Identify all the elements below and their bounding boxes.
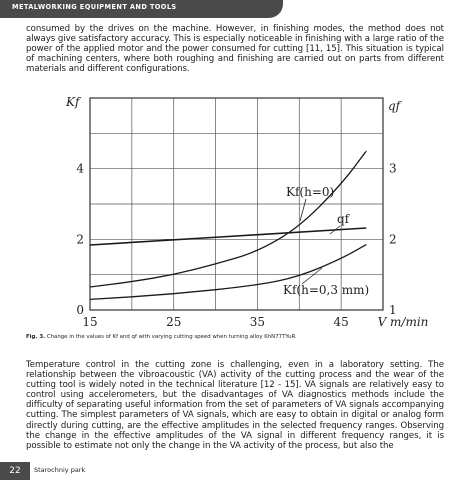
series-line-1 (90, 151, 366, 287)
y-right-tick-label: 3 (389, 161, 397, 176)
x-tick-label: 15 (82, 315, 98, 329)
y-left-axis-title: Kf (66, 95, 80, 109)
caption-text: Change in the values of Kf and qf with varying cutting speed when turning alloy KhN77TYuR. (46, 334, 297, 340)
x-axis-title: V m/min (377, 315, 429, 329)
body-paragraph-2: Temperature control in the cutting zone is challenging, even in a laboratory setting. The relationship between the vibroacoustic (VA) activity of the cutting process and the wear of the cutting tool is widely noted in the technical literature [12 - 15]. VA signals are relatively easy to control using accelerometers, but the disadvantages of VA diagnostics methods include the difficulty of separating useful information from the set of parameters of VA signals accompanying cutting. The simplest parameters of VA signals, which are easy to obtain in digital or analog form directly during cutting, are the effective amplitudes in the selected frequency ranges. Observing the change in the effective amplitudes of the VA signal in different frequency ranges, it is possible to estimate not only the change in the VA activity of the process, but also the (26, 360, 444, 451)
annotation-qf: qf (337, 212, 350, 226)
page-number: 22 (0, 462, 30, 480)
annotation-kf-h0: Kf(h=0) (286, 185, 335, 199)
annotation-kf-h0-leader (300, 199, 306, 221)
journal-name: Starochniy park (34, 466, 86, 474)
annotation-kf-h03: Kf(h=0,3 mm) (283, 283, 370, 297)
caption-label: Fig. 3. (26, 334, 46, 340)
section-title: METALWORKING EQUIPMENT AND TOOLS (12, 3, 177, 11)
x-tick-label: 45 (333, 315, 349, 329)
y-left-tick-label: 0 (76, 303, 84, 317)
header-bar (0, 0, 283, 18)
body-paragraph-1: consumed by the drives on the machine. However, in finishing modes, the method does not always give satisfactory accuracy. This is especially noticeable in finishing with a large ratio of the power of the applied motor and the power consumed for cutting [11, 15]. This situation is typical of machining centers, where both roughing and finishing are carried out on parts from different materials and different configurations. (26, 24, 444, 75)
y-right-axis-title: qf (388, 99, 401, 113)
y-right-tick-label: 1 (389, 303, 397, 317)
series-line-2 (90, 228, 366, 245)
y-right-tick-label: 2 (389, 232, 397, 247)
kf-qf-chart (0, 86, 459, 332)
x-tick-label: 35 (249, 315, 266, 329)
x-tick-label: 25 (166, 315, 182, 329)
figure-caption (26, 334, 297, 340)
y-left-tick-label: 4 (76, 161, 84, 176)
y-left-tick-label: 2 (76, 232, 84, 247)
figure-3 (0, 86, 459, 332)
